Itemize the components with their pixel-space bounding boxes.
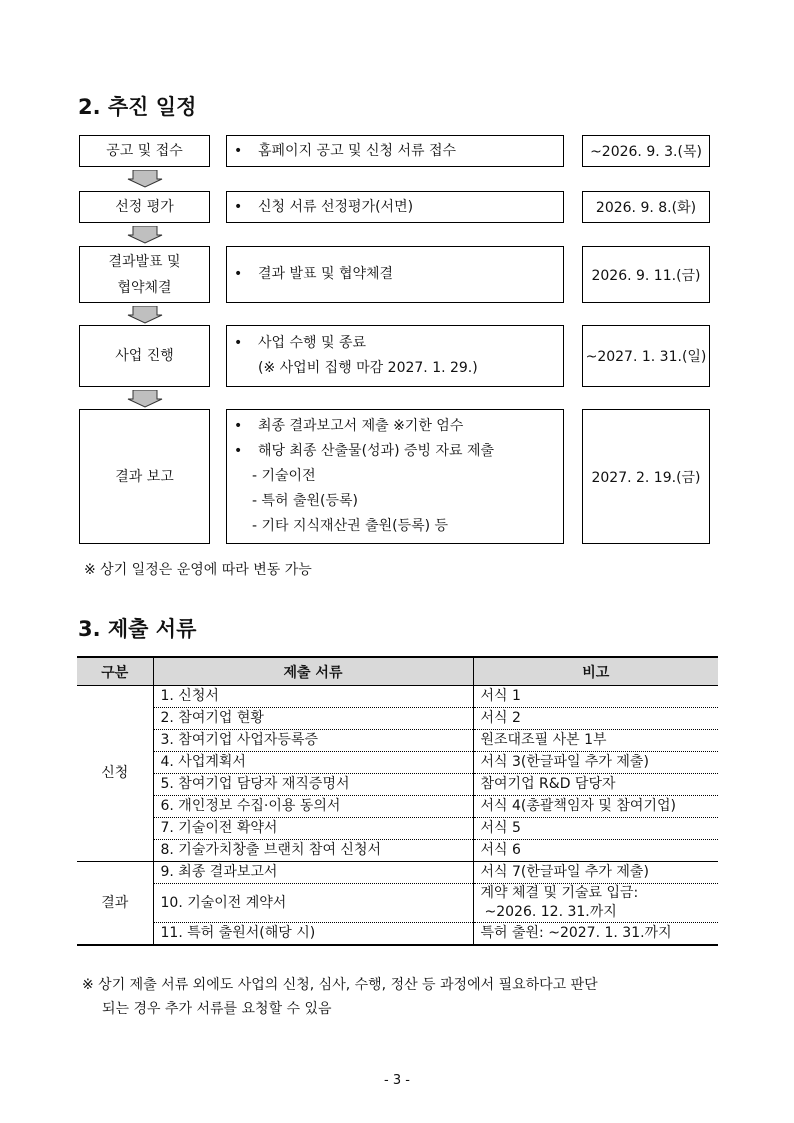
stage-description: • 신청 서류 선정평가(서면) (226, 191, 564, 223)
document-cell: 6. 개인정보 수집·이용 동의서 (153, 796, 473, 818)
bullet-icon: • (234, 335, 243, 351)
down-arrow-icon (127, 170, 163, 188)
remark-cell: 서식 3(한글파일 추가 제출) (473, 752, 718, 774)
stage-box: 공고 및 접수 (79, 135, 210, 167)
section-2-title: 2. 추진 일정 (78, 95, 197, 119)
down-arrow-icon (127, 390, 163, 408)
stage-date: 2026. 9. 11.(금) (582, 246, 710, 303)
table-row (77, 686, 718, 708)
column-header: 제출 서류 (153, 657, 473, 686)
document-cell: 2. 참여기업 현황 (153, 708, 473, 730)
table-row (77, 840, 718, 862)
documents-table (77, 656, 718, 946)
document-cell: 4. 사업계획서 (153, 752, 473, 774)
remark-cell: 원조대조필 사본 1부 (473, 730, 718, 752)
table-row (77, 796, 718, 818)
stage-description: • 최종 결과보고서 제출 ※기한 엄수 • 해당 최종 산출물(성과) 증빙 자료 제출 - 기술이전 - 특허 출원(등록) - 기타 지식재산권 출원(등록) 등 (226, 409, 564, 544)
column-header: 구분 (77, 657, 153, 686)
section-3-title: 3. 제출 서류 (78, 617, 197, 641)
bullet-icon: • (234, 443, 243, 459)
table-row (77, 774, 718, 796)
bullet-icon: • (234, 198, 243, 215)
table-row (77, 862, 718, 884)
document-cell: 7. 기술이전 확약서 (153, 818, 473, 840)
stage-date: ~2027. 1. 31.(일) (582, 325, 710, 387)
stage-description: • 홈페이지 공고 및 신청 서류 접수 (226, 135, 564, 167)
remark-cell: 계약 체결 및 기술료 입금: ~2026. 12. 31.까지 (473, 884, 718, 923)
document-cell: 8. 기술가치창출 브랜치 참여 신청서 (153, 840, 473, 862)
page-number: - 3 - (384, 1073, 410, 1088)
remark-cell: 서식 7(한글파일 추가 제출) (473, 862, 718, 884)
schedule-note: ※ 상기 일정은 운영에 따라 변동 가능 (84, 562, 312, 578)
stage-date: 2026. 9. 8.(화) (582, 191, 710, 223)
table-row (77, 752, 718, 774)
stage-box: 사업 진행 (79, 325, 210, 387)
stage-description: • 사업 수행 및 종료 (※ 사업비 집행 마감 2027. 1. 29.) (226, 325, 564, 387)
document-cell: 3. 참여기업 사업자등록증 (153, 730, 473, 752)
table-row (77, 923, 718, 946)
stage-box: 결과 보고 (79, 409, 210, 544)
document-cell: 1. 신청서 (153, 686, 473, 708)
remark-cell: 서식 6 (473, 840, 718, 862)
category-cell: 신청 (77, 686, 153, 862)
bullet-icon: • (234, 418, 243, 434)
table-row (77, 708, 718, 730)
table-header-row (77, 657, 718, 686)
remark-cell: 참여기업 R&D 담당자 (473, 774, 718, 796)
column-header: 비고 (473, 657, 718, 686)
category-cell: 결과 (77, 862, 153, 946)
document-cell: 11. 특허 출원서(해당 시) (153, 923, 473, 946)
stage-date: 2027. 2. 19.(금) (582, 409, 710, 544)
stage-box: 결과발표 및 협약체결 (79, 246, 210, 303)
bullet-icon: • (234, 266, 243, 282)
table-row (77, 818, 718, 840)
table-row (77, 730, 718, 752)
stage-box: 선정 평가 (79, 191, 210, 223)
document-cell: 9. 최종 결과보고서 (153, 862, 473, 884)
remark-cell: 특허 출원: ~2027. 1. 31.까지 (473, 923, 718, 946)
remark-cell: 서식 5 (473, 818, 718, 840)
documents-note: ※ 상기 제출 서류 외에도 사업의 신청, 심사, 수행, 정산 등 과정에서 필요하다고 판단 되는 경우 추가 서류를 요청할 수 있음 (82, 977, 598, 1017)
down-arrow-icon (127, 226, 163, 244)
table-row (77, 884, 718, 923)
remark-cell: 서식 1 (473, 686, 718, 708)
document-cell: 5. 참여기업 담당자 재직증명서 (153, 774, 473, 796)
stage-date: ~2026. 9. 3.(목) (582, 135, 710, 167)
remark-cell: 서식 2 (473, 708, 718, 730)
bullet-icon: • (234, 142, 243, 159)
stage-description: • 결과 발표 및 협약체결 (226, 246, 564, 303)
document-cell: 10. 기술이전 계약서 (153, 884, 473, 923)
remark-cell: 서식 4(총괄책임자 및 참여기업) (473, 796, 718, 818)
down-arrow-icon (127, 306, 163, 324)
